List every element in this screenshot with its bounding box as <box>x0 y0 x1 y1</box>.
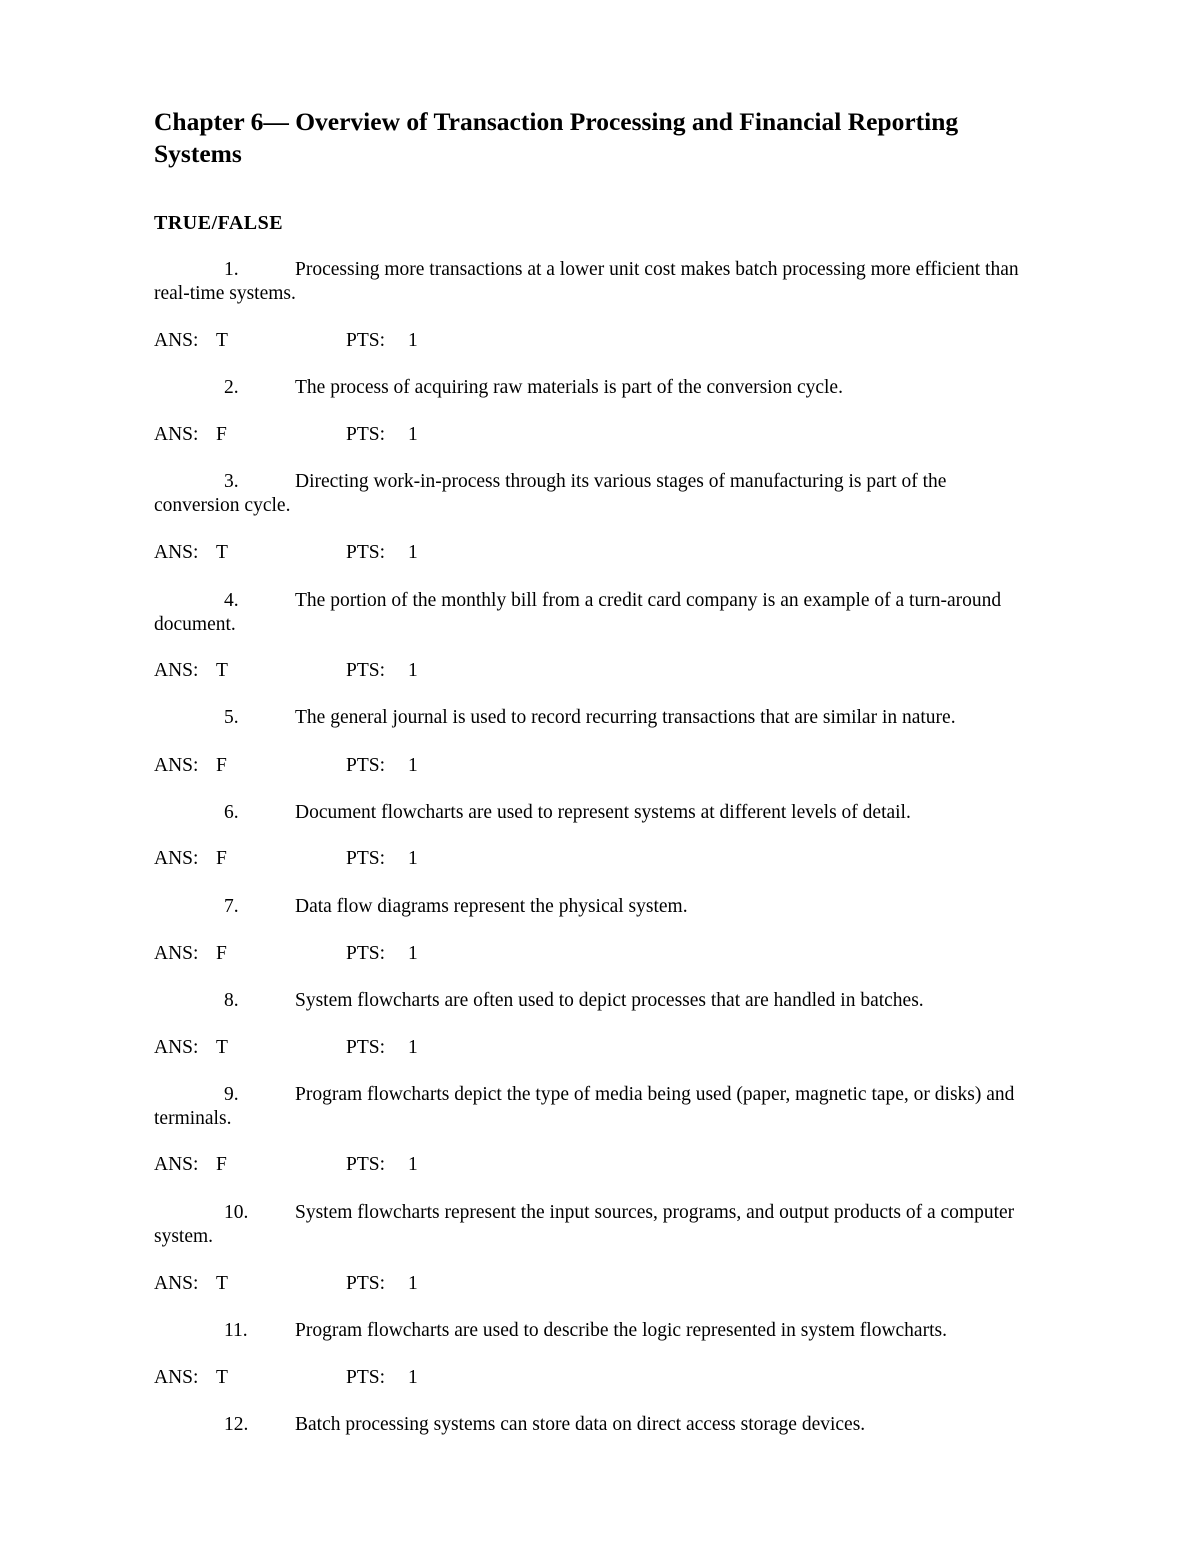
ans-value: T <box>216 330 228 351</box>
pts-label: PTS: <box>346 1273 386 1294</box>
ans-value: T <box>216 1037 228 1058</box>
question-number: 12. <box>224 1414 249 1435</box>
pts-label: PTS: <box>346 542 386 563</box>
question-number: 1. <box>224 259 239 280</box>
chapter-title: Chapter 6— Overview of Transaction Processing and Financial Reporting Systems <box>154 107 959 168</box>
answer-line-8 <box>154 1036 554 1060</box>
question-number: 7. <box>224 896 239 917</box>
question-8 <box>154 989 1034 1013</box>
ans-label: ANS: <box>154 330 199 351</box>
answer-line-9 <box>154 1153 554 1177</box>
ans-label: ANS: <box>154 1273 199 1294</box>
question-6 <box>154 801 1034 825</box>
pts-value: 1 <box>408 542 418 563</box>
answer-line-6 <box>154 847 554 871</box>
question-1 <box>154 258 1034 306</box>
answer-line-10 <box>154 1272 554 1296</box>
question-9 <box>154 1083 1034 1131</box>
question-number: 6. <box>224 802 239 823</box>
pts-label: PTS: <box>346 755 386 776</box>
question-2 <box>154 376 1034 400</box>
question-number: 8. <box>224 990 239 1011</box>
question-10 <box>154 1201 1034 1249</box>
pts-value: 1 <box>408 848 418 869</box>
ans-label: ANS: <box>154 943 199 964</box>
question-number: 2. <box>224 377 239 398</box>
pts-value: 1 <box>408 660 418 681</box>
pts-label: PTS: <box>346 943 386 964</box>
question-11 <box>154 1319 1034 1343</box>
pts-label: PTS: <box>346 1037 386 1058</box>
question-number: 4. <box>224 590 239 611</box>
question-text: System flowcharts are often used to depict processes that are handled in batches. <box>295 990 924 1011</box>
question-number: 5. <box>224 707 239 728</box>
question-text: Processing more transactions at a lower unit cost makes batch processing more efficient than real-time systems. <box>154 259 1019 304</box>
answer-line-4 <box>154 659 554 683</box>
answer-line-2 <box>154 423 554 447</box>
question-text: System flowcharts represent the input sources, programs, and output products of a computer system. <box>154 1202 1015 1247</box>
question-4 <box>154 589 1034 637</box>
question-text: Batch processing systems can store data on direct access storage devices. <box>295 1414 866 1435</box>
ans-value: T <box>216 660 228 681</box>
question-3 <box>154 470 1034 518</box>
ans-value: T <box>216 542 228 563</box>
pts-value: 1 <box>408 755 418 776</box>
pts-label: PTS: <box>346 330 386 351</box>
pts-value: 1 <box>408 943 418 964</box>
ans-value: T <box>216 1273 228 1294</box>
question-text: The process of acquiring raw materials is part of the conversion cycle. <box>295 377 843 398</box>
pts-value: 1 <box>408 330 418 351</box>
pts-value: 1 <box>408 1273 418 1294</box>
pts-label: PTS: <box>346 660 386 681</box>
pts-value: 1 <box>408 1154 418 1175</box>
ans-value: T <box>216 1367 228 1388</box>
question-text: Data flow diagrams represent the physical system. <box>295 896 688 917</box>
ans-label: ANS: <box>154 542 199 563</box>
question-number: 11. <box>224 1320 248 1341</box>
answer-line-1 <box>154 329 554 353</box>
pts-label: PTS: <box>346 1154 386 1175</box>
answer-line-11 <box>154 1366 554 1390</box>
pts-value: 1 <box>408 1037 418 1058</box>
pts-label: PTS: <box>346 848 386 869</box>
ans-label: ANS: <box>154 660 199 681</box>
question-12 <box>154 1413 1034 1437</box>
question-number: 3. <box>224 471 239 492</box>
ans-label: ANS: <box>154 755 199 776</box>
question-text: The general journal is used to record recurring transactions that are similar in nature. <box>295 707 956 728</box>
question-text: Program flowcharts depict the type of media being used (paper, magnetic tape, or disks) and terminals. <box>154 1084 1015 1129</box>
ans-label: ANS: <box>154 424 199 445</box>
ans-label: ANS: <box>154 1154 199 1175</box>
section-heading: TRUE/FALSE <box>154 212 284 234</box>
question-text: The portion of the monthly bill from a credit card company is an example of a turn-around document. <box>154 590 1002 635</box>
ans-value: F <box>216 943 227 964</box>
pts-value: 1 <box>408 424 418 445</box>
ans-label: ANS: <box>154 1367 199 1388</box>
pts-label: PTS: <box>346 424 386 445</box>
question-text: Program flowcharts are used to describe the logic represented in system flowcharts. <box>295 1320 947 1341</box>
question-text: Directing work-in-process through its various stages of manufacturing is part of the conversion cycle. <box>154 471 947 516</box>
question-number: 9. <box>224 1084 239 1105</box>
answer-line-5 <box>154 754 554 778</box>
pts-label: PTS: <box>346 1367 386 1388</box>
question-text: Document flowcharts are used to represent systems at different levels of detail. <box>295 802 911 823</box>
answer-line-7 <box>154 942 554 966</box>
question-5 <box>154 706 1034 730</box>
answer-line-3 <box>154 541 554 565</box>
question-number: 10. <box>224 1202 249 1223</box>
pts-value: 1 <box>408 1367 418 1388</box>
ans-value: F <box>216 1154 227 1175</box>
ans-value: F <box>216 848 227 869</box>
ans-label: ANS: <box>154 1037 199 1058</box>
ans-value: F <box>216 755 227 776</box>
ans-label: ANS: <box>154 848 199 869</box>
ans-value: F <box>216 424 227 445</box>
question-7 <box>154 895 1034 919</box>
